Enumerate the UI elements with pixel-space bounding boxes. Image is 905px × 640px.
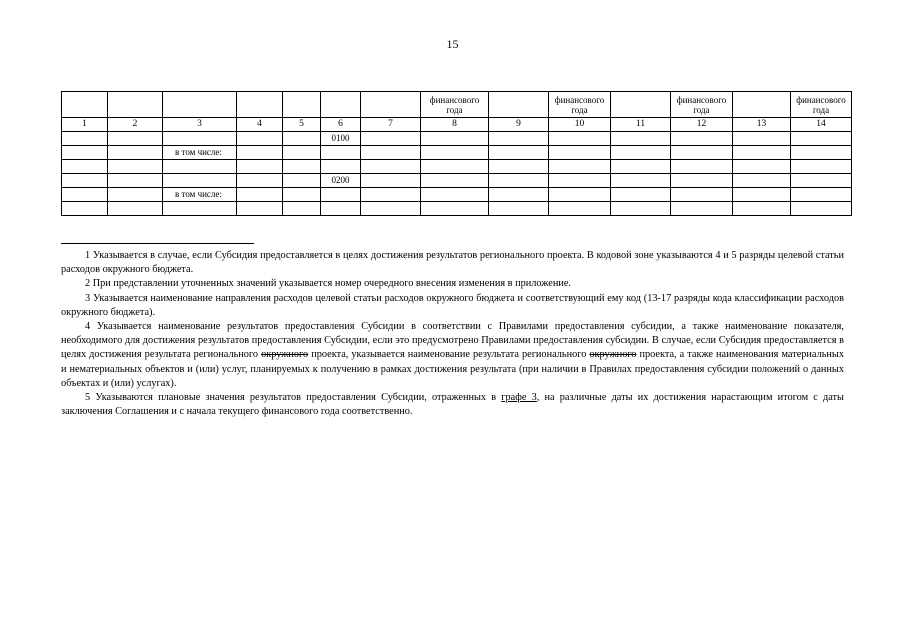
table-row xyxy=(62,202,852,216)
footnote-1: 1 Указывается в случае, если Субсидия предоставляется в целях достижения результатов регионального проекта. В кодовой зоне указываются 4 и 5 разряды целевой статьи расходов окружного бюджета. xyxy=(61,250,844,276)
footnote-3: 3 Указывается наименование направления расходов целевой статьи расходов окружного бюджета и соответствующий ему код (13-17 разряды кода классификации расходов окружного бюджета). xyxy=(61,292,844,318)
header-cell-fin-year: финансового года xyxy=(549,92,611,118)
footnotes xyxy=(61,249,844,419)
column-number: 10 xyxy=(549,118,611,132)
column-3-link[interactable]: графе 3 xyxy=(501,392,537,404)
column-number: 12 xyxy=(671,118,733,132)
header-cell-fin-year: финансового года xyxy=(671,92,733,118)
table-row xyxy=(62,174,852,188)
column-number: 14 xyxy=(791,118,852,132)
column-number: 5 xyxy=(283,118,321,132)
row-code xyxy=(321,146,361,160)
row-code xyxy=(321,188,361,202)
header-cell xyxy=(361,92,421,118)
table-header-row xyxy=(62,92,852,118)
header-cell xyxy=(733,92,791,118)
table-row xyxy=(62,132,852,146)
column-number: 7 xyxy=(361,118,421,132)
row-label xyxy=(163,174,237,188)
row-code: 0200 xyxy=(321,174,361,188)
header-cell-fin-year: финансового года xyxy=(421,92,489,118)
header-cell xyxy=(237,92,283,118)
column-number: 9 xyxy=(489,118,549,132)
column-number: 4 xyxy=(237,118,283,132)
header-cell xyxy=(611,92,671,118)
column-number: 6 xyxy=(321,118,361,132)
column-number: 2 xyxy=(108,118,163,132)
row-code: 0100 xyxy=(321,132,361,146)
struck-word: окружного xyxy=(261,349,309,361)
footnote-separator xyxy=(61,243,254,244)
page-number: 15 xyxy=(446,37,459,51)
column-number: 1 xyxy=(62,118,108,132)
column-numbers-row xyxy=(62,118,852,132)
table-row xyxy=(62,146,852,160)
row-label: в том числе: xyxy=(163,188,237,202)
row-label xyxy=(163,132,237,146)
row-label xyxy=(163,160,237,174)
row-label: в том числе: xyxy=(163,146,237,160)
header-cell xyxy=(108,92,163,118)
column-number: 3 xyxy=(163,118,237,132)
footnote-4: 4 Указывается наименование результатов предоставления Субсидии в соответствии с Правилами предоставления субсидии, а также наименование показателя, необходимого для достижения результатов предоставления Субсидии, если это предусмотрено Правилами предоставления субсидии. В случае, если Субсидия предоставляется в целях достижения результата регионального окружного проекта, указывается наименование результата регионального окружного проекта, а также наименования материальных и нематериальных объектов и (или) услуг, планируемых к получению в рамках достижения результата (при наличии в Правилах предоставления субсидии положений о данных объектах и (или) услугах). xyxy=(61,321,844,389)
column-number: 13 xyxy=(733,118,791,132)
table-row xyxy=(62,188,852,202)
table-row xyxy=(62,160,852,174)
header-cell xyxy=(283,92,321,118)
column-number: 8 xyxy=(421,118,489,132)
header-cell xyxy=(163,92,237,118)
header-cell xyxy=(321,92,361,118)
results-table xyxy=(61,91,852,216)
header-cell xyxy=(489,92,549,118)
footnote-5: 5 Указываются плановые значения результатов предоставления Субсидии, отраженных в графе 3, на различные даты их достижения нарастающим итогом с даты заключения Соглашения и с начала текущего финансового года соответственно. xyxy=(61,392,844,418)
footnote-2: 2 При представлении уточненных значений указывается номер очередного внесения изменения в приложение. xyxy=(85,278,572,290)
column-number: 11 xyxy=(611,118,671,132)
struck-word: окружного xyxy=(589,349,637,361)
row-code xyxy=(321,160,361,174)
header-cell-fin-year: финансового года xyxy=(791,92,852,118)
header-cell xyxy=(62,92,108,118)
row-code xyxy=(321,202,361,216)
row-label xyxy=(163,202,237,216)
